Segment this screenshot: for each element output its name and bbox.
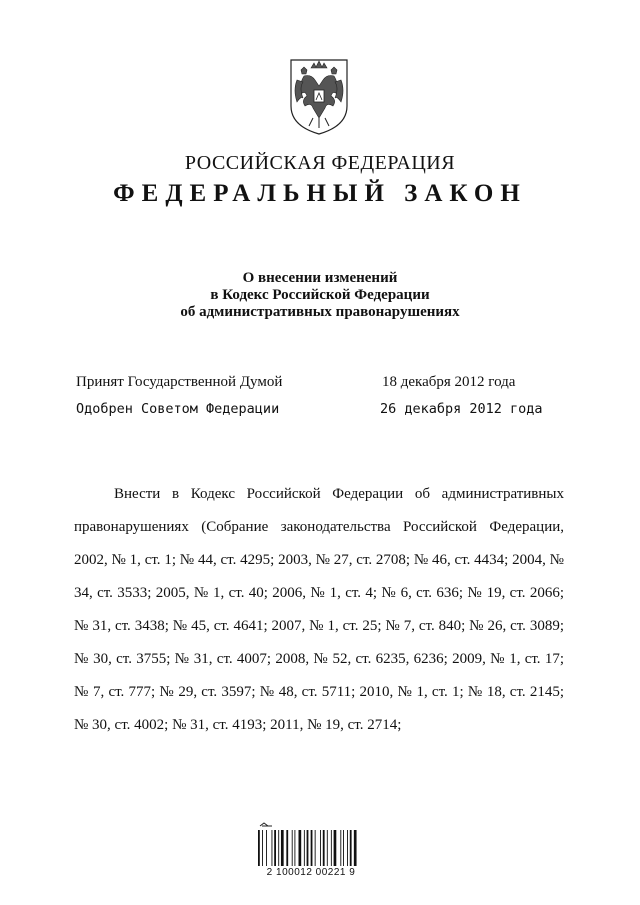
law-title-line: об административных правонарушениях — [180, 304, 460, 320]
coat-of-arms-icon — [287, 56, 351, 136]
law-title-line: в Кодекс Российской Федерации — [210, 287, 430, 303]
body-paragraph: Внести в Кодекс Российской Федерации об административных правонарушениях (Собрание законодательства Российской Федерации, 2002, № 1, ст. 1; № 44, ст. 4295; 2003, № 27, ст. 2708; № 46, ст. 4434; 2004, № 34, ст. 3533; 2005, № 1, ст. 40; 2006, № 1, ст. 4; № 6, ст. 636; № 19, ст. 2066; № 31, ст. 3438; № 45, ст. 4641; 2007, № 1, ст. 25; № 7, ст. 840; № 26, ст. 3089; № 30, ст. 3755; № 31, ст. 4007; 2008, № 52, ст. 6235, 6236; 2009, № 1, ст. 17; № 7, ст. 777; № 29, ст. 3597; № 48, ст. 5711; 2010, № 1, ст. 1; № 18, ст. 2145; № 30, ст. 4002; № 31, ст. 4193; 2011, № 19, ст. 2714; — [74, 486, 564, 733]
adoption-label-council: Одобрен Советом Федерации — [76, 401, 280, 417]
law-title — [0, 270, 640, 321]
adoption-date-duma: 18 декабря 2012 года — [382, 374, 516, 390]
law-title-line: О внесении изменений — [242, 270, 398, 286]
barcode-number: 2 100012 00221 9 — [266, 867, 356, 878]
country-heading: РОССИЙСКАЯ ФЕДЕРАЦИЯ — [184, 152, 456, 174]
adoption-date-council: 26 декабря 2012 года — [380, 401, 543, 417]
document-type-heading: ФЕДЕРАЛЬНЫЙ ЗАКОН — [113, 180, 527, 207]
adoption-label-duma: Принят Государственной Думой — [76, 374, 283, 390]
